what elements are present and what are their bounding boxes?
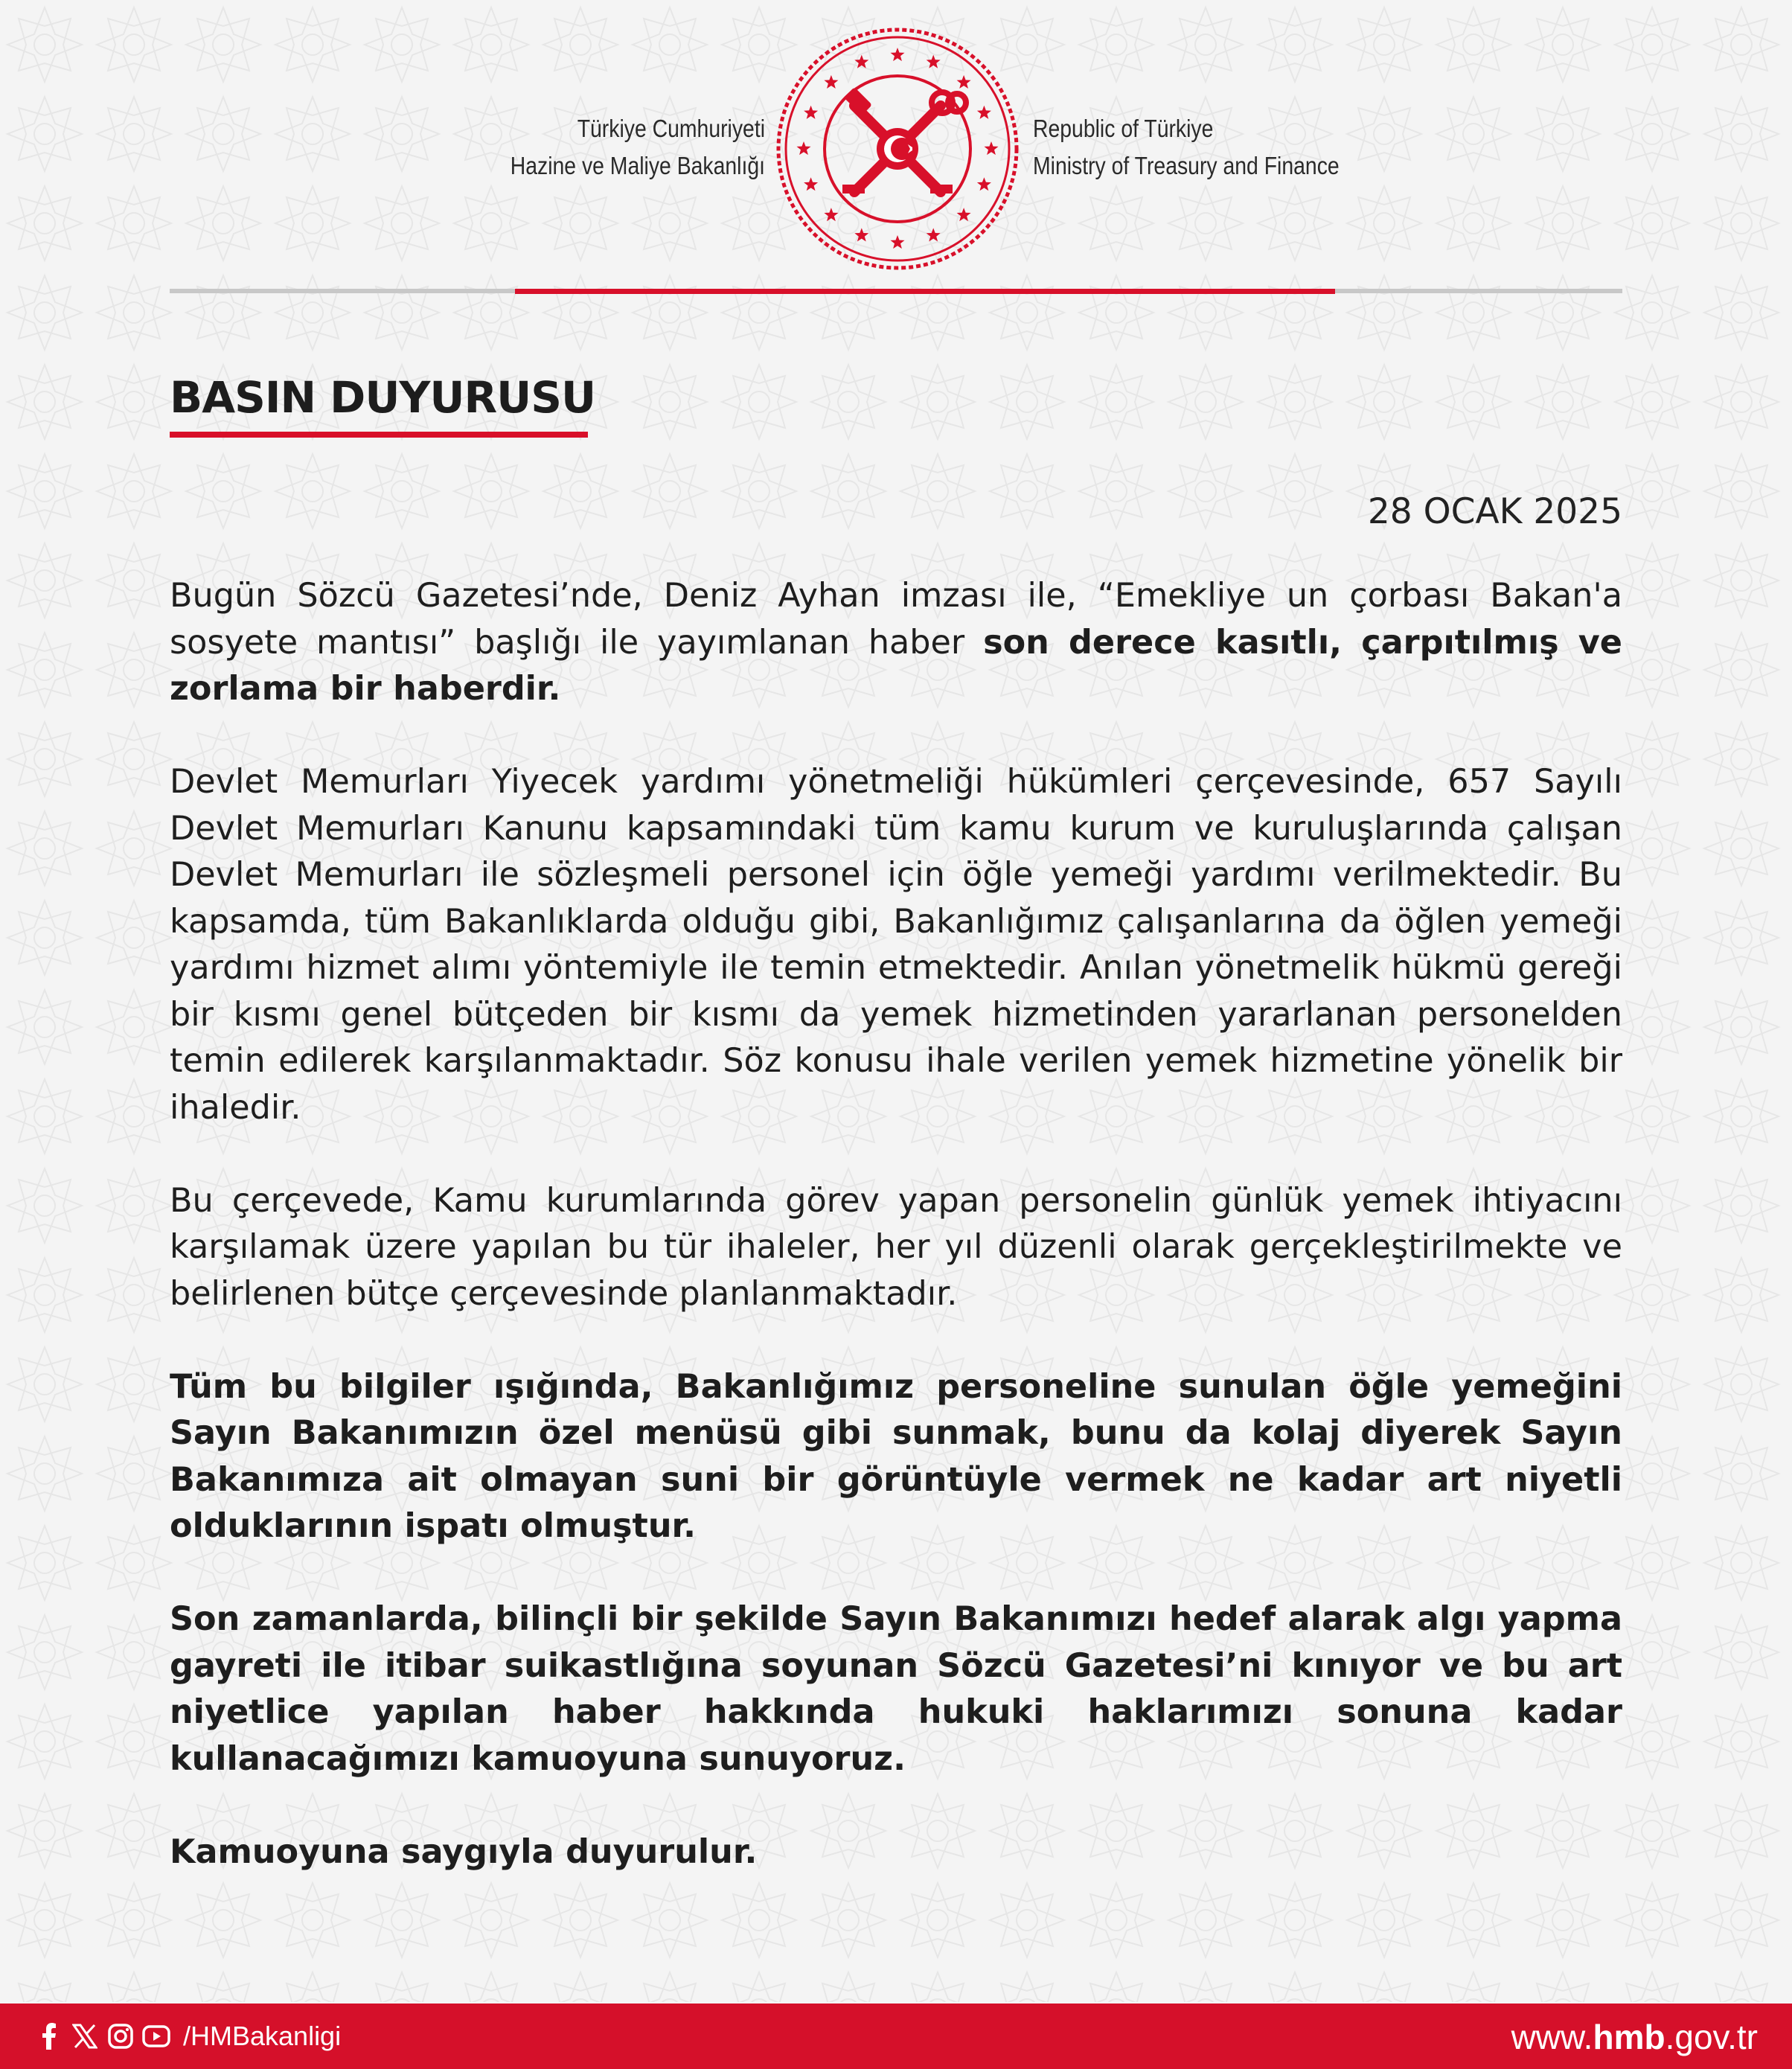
footer-bar (0, 2004, 1792, 2069)
instagram-icon[interactable] (106, 2021, 135, 2051)
emblem-star (891, 235, 905, 249)
paragraph-1-text: Bugün Sözcü Gazetesi’nde, Deniz Ayhan imzası ile, “Emekliye un çorbası Bakan'a sosyete mantısı” başlığı ile yayımlanan haber (170, 577, 1622, 662)
paragraph-4 (170, 1364, 1622, 1550)
emblem-star (804, 106, 818, 119)
paragraph-1-emphasis: son derece kasıtlı, çarpıtılmış ve zorlama bir haberdir. (170, 623, 1622, 708)
header-divider-accent (515, 289, 1335, 294)
emblem-star (977, 106, 991, 119)
paragraph-2: Devlet Memurları Yiyecek yardımı yönetmeliği hükümleri çerçevesinde, 657 Sayılı Devlet Memurları Kanunu kapsamındaki tüm kamu kurum ve kuruluşlarında çalışan Devlet Memurları ile sözleşmeli personel için öğle yemeği yardımı verilmektedir. Bu kapsamda, tüm Bakanlıklarda olduğu gibi, Bakanlığımız çalışanlarına da öğlen yemeği yardımı hizmet alımı yöntemiyle ile temin etmektedir. Anılan yönetmelik hükmü gereği bir kısmı genel bütçeden bir kısmı da yemek hizmetinden yararlanan personelden temin edilerek karşılanmaktadır. Söz konusu ihale verilen yemek hizmetine yönelik bir ihaledir. (170, 763, 1622, 1127)
youtube-icon[interactable] (141, 2021, 171, 2051)
emblem-star (957, 208, 971, 221)
emblem-star (804, 177, 818, 191)
website-prefix: www. (1511, 2018, 1593, 2056)
title-underline (170, 432, 588, 438)
facebook-icon[interactable] (34, 2021, 64, 2051)
emblem-star (977, 177, 991, 191)
emblem-star (891, 48, 905, 61)
paragraph-1 (170, 573, 1622, 713)
website-suffix: .gov.tr (1665, 2018, 1758, 2056)
emblem-star (797, 141, 811, 155)
ministry-name-tr-line2: Hazine ve Maliye Bakanlığı (510, 152, 765, 179)
x-icon[interactable] (70, 2021, 100, 2051)
page-title: BASIN DUYURUSU (170, 372, 596, 423)
ministry-emblem-icon (774, 25, 1021, 272)
emblem-star (854, 55, 868, 68)
paragraph-5-text: Son zamanlarda, bilinçli bir şekilde Sayın Bakanımızı hedef alarak algı yapma gayreti ile itibar suikastlığına soyunan Sözcü Gazetesi’ni kınıyor ve bu art niyetlice yapılan haber hakkında hukuki haklarımızı sonuna kadar kullanacağımızı kamuoyuna sunuyoruz. (170, 1600, 1622, 1778)
release-body (170, 573, 1622, 1922)
emblem-star (927, 55, 941, 68)
social-links (34, 2020, 341, 2053)
closing-line: Kamuoyuna saygıyla duyurulur. (170, 1832, 758, 1871)
ministry-name-tr (511, 110, 765, 185)
emblem-star (985, 141, 999, 155)
emblem-star (927, 228, 941, 241)
ministry-name-en-line1: Republic of Türkiye (1033, 115, 1214, 142)
ministry-name-tr-line1: Türkiye Cumhuriyeti (577, 115, 765, 142)
paragraph-4-text: Tüm bu bilgiler ışığında, Bakanlığımız personeline sunulan öğle yemeğini Sayın Bakanımızın özel menüsü gibi sunmak, bunu da kolaj diyerek Sayın Bakanımıza ait olmayan suni bir görüntüyle vermek ne kadar art niyetli olduklarının ispatı olmuştur. (170, 1367, 1622, 1545)
emblem-star (854, 228, 868, 241)
emblem-star (957, 75, 971, 89)
release-date: 28 OCAK 2025 (1367, 491, 1622, 532)
social-handle[interactable]: /HMBakanligi (183, 2021, 342, 2051)
website-link[interactable] (1511, 2017, 1758, 2057)
emblem-star (824, 75, 838, 89)
paragraph-6 (170, 1829, 1622, 1876)
ministry-name-en-line2: Ministry of Treasury and Finance (1033, 152, 1340, 179)
paragraph-3: Bu çerçevede, Kamu kurumlarında görev yapan personelin günlük yemek ihtiyacını karşılamak üzere yapılan bu tür ihaleler, her yıl düzenli olarak gerçekleştirilmekte ve belirlenen bütçe çerçevesinde planlanmaktadır. (170, 1181, 1622, 1313)
website-domain: hmb (1593, 2018, 1665, 2056)
paragraph-5 (170, 1596, 1622, 1782)
emblem-star (824, 208, 838, 221)
ministry-name-en (1033, 110, 1340, 185)
